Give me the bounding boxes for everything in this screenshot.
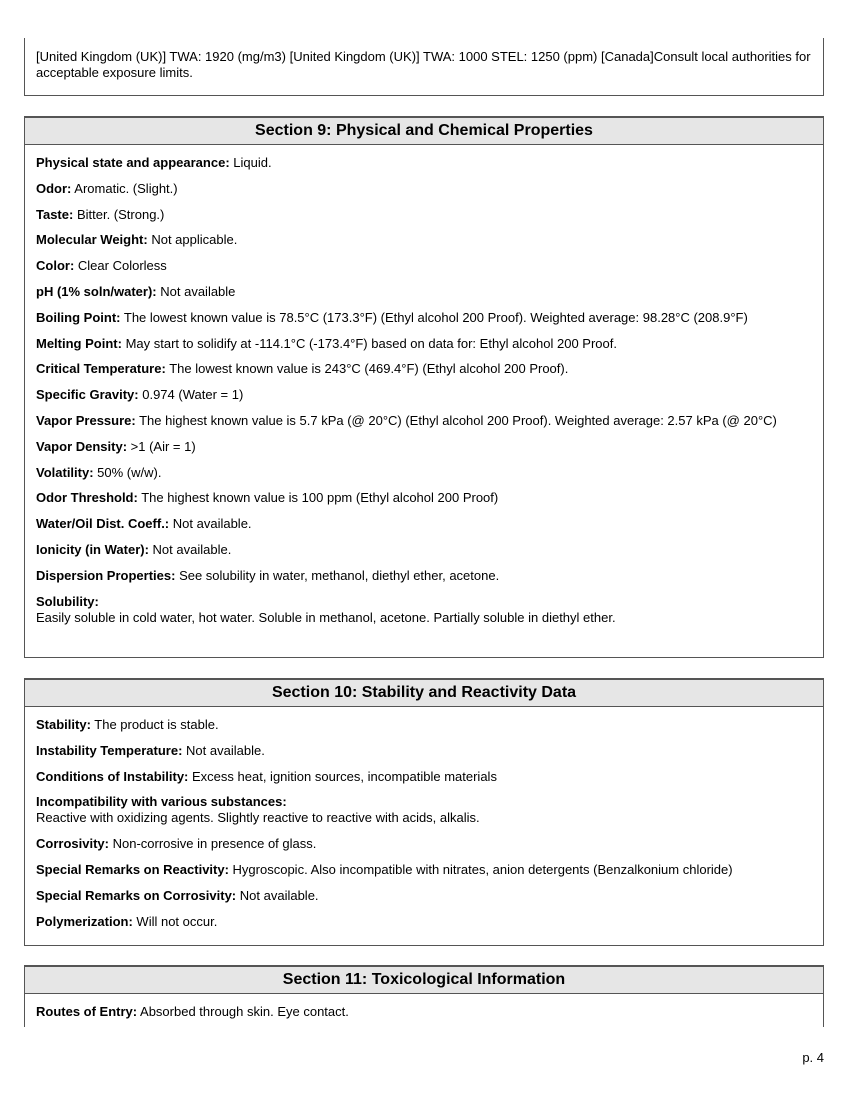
property-ionicity: Ionicity (in Water): Not available.	[36, 541, 232, 557]
exposure-limits-text: [United Kingdom (UK)] TWA: 1920 (mg/m3) [United Kingdom (UK)] TWA: 1000 STEL: 1250 (ppm) [Canada]Consult local authorities for acceptable exposure limits.	[36, 49, 811, 80]
property-physical-state: Physical state and appearance: Liquid.	[36, 155, 272, 170]
property-vapor-pressure: Vapor Pressure: The highest known value is 5.7 kPa (@ 20°C) (Ethyl alcohol 200 Proof). Weighted average: 2.57 kPa (@ 20°C)	[36, 412, 777, 428]
section-9-title: Section 9: Physical and Chemical Properties	[25, 118, 823, 145]
property-ph: pH (1% soln/water): Not available	[36, 283, 236, 299]
property-stability: Stability: The product is stable.	[36, 717, 219, 732]
section-9-properties	[25, 145, 823, 626]
property-remarks-corrosivity: Special Remarks on Corrosivity: Not available.	[36, 887, 319, 903]
section-11	[24, 965, 824, 1027]
property-routes-of-entry: Routes of Entry: Absorbed through skin. Eye contact.	[36, 1004, 349, 1019]
section-9	[24, 116, 824, 658]
property-water-oil-coeff: Water/Oil Dist. Coeff.: Not available.	[36, 516, 252, 532]
property-dispersion: Dispersion Properties: See solubility in water, methanol, diethyl ether, acetone.	[36, 567, 500, 583]
property-incompatibility: Incompatibility with various substances: Reactive with oxidizing agents. Slightly reactive to reactive with acids, alkalis.	[36, 794, 480, 826]
property-corrosivity: Corrosivity: Non-corrosive in presence of glass.	[36, 836, 317, 852]
property-molecular-weight: Molecular Weight: Not applicable.	[36, 232, 238, 248]
section-10	[24, 678, 824, 946]
exposure-limits-continuation	[24, 38, 824, 96]
property-odor: Odor: Aromatic. (Slight.)	[36, 180, 178, 196]
section-11-properties	[25, 994, 823, 1020]
property-solubility: Solubility: Easily soluble in cold water, hot water. Soluble in methanol, acetone. Partially soluble in diethyl ether.	[36, 593, 616, 625]
property-volatility: Volatility: 50% (w/w).	[36, 464, 162, 480]
property-critical-temperature: Critical Temperature: The lowest known value is 243°C (469.4°F) (Ethyl alcohol 200 Proof).	[36, 361, 569, 377]
property-color: Color: Clear Colorless	[36, 258, 167, 274]
property-melting-point: Melting Point: May start to solidify at -114.1°C (-173.4°F) based on data for: Ethyl alcohol 200 Proof.	[36, 335, 617, 351]
section-10-properties	[25, 707, 823, 930]
section-10-title: Section 10: Stability and Reactivity Data	[25, 680, 823, 707]
property-taste: Taste: Bitter. (Strong.)	[36, 206, 165, 222]
property-boiling-point: Boiling Point: The lowest known value is 78.5°C (173.3°F) (Ethyl alcohol 200 Proof). Weighted average: 98.28°C (208.9°F)	[36, 309, 748, 325]
section-11-title: Section 11: Toxicological Information	[25, 967, 823, 994]
property-conditions-of-instability: Conditions of Instability: Excess heat, ignition sources, incompatible materials	[36, 768, 497, 784]
property-specific-gravity: Specific Gravity: 0.974 (Water = 1)	[36, 387, 244, 403]
property-odor-threshold: Odor Threshold: The highest known value is 100 ppm (Ethyl alcohol 200 Proof)	[36, 490, 499, 506]
property-instability-temperature: Instability Temperature: Not available.	[36, 742, 265, 758]
page-number: p. 4	[802, 1050, 824, 1065]
property-polymerization: Polymerization: Will not occur.	[36, 913, 218, 929]
property-remarks-reactivity: Special Remarks on Reactivity: Hygroscopic. Also incompatible with nitrates, anion detergents (Benzalkonium chloride)	[36, 861, 733, 877]
property-vapor-density: Vapor Density: >1 (Air = 1)	[36, 438, 196, 454]
